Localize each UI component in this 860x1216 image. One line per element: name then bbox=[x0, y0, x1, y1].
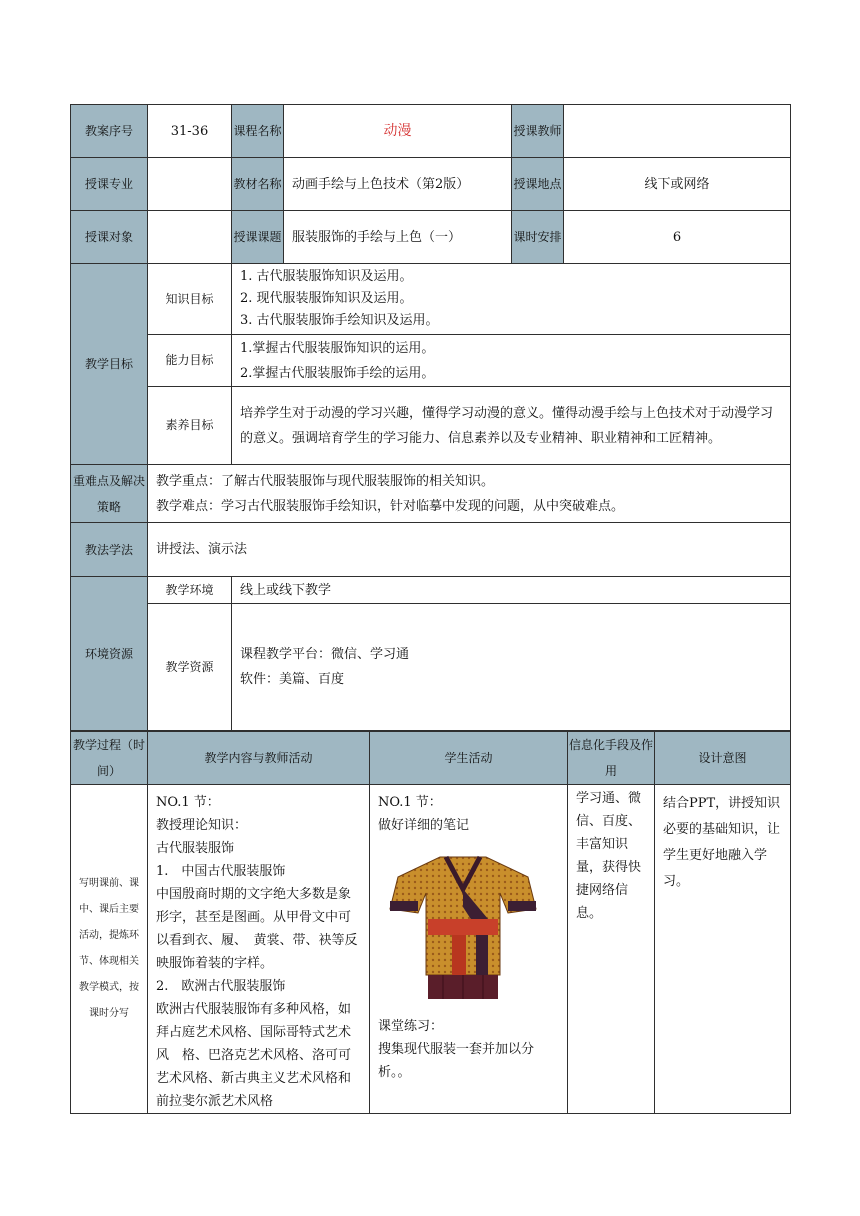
ability-goal-item: 2.掌握古代服装服饰手绘的运用。 bbox=[240, 365, 435, 381]
design-line: 结合PPT，讲授知识 bbox=[663, 796, 781, 811]
teacher-label: 授课教师 bbox=[512, 105, 564, 158]
keypoints-text bbox=[148, 465, 791, 523]
lesson-no-value: 31-36 bbox=[148, 105, 232, 158]
lesson-plan-sheet bbox=[70, 104, 790, 1114]
process-content-header: 教学内容与教师活动 bbox=[148, 732, 370, 785]
textbook-label: 教材名称 bbox=[232, 158, 284, 211]
lesson-no-label: 教案序号 bbox=[71, 105, 148, 158]
student-activity bbox=[370, 785, 568, 1114]
course-name-value: 动漫 bbox=[284, 105, 512, 158]
major-label: 授课专业 bbox=[71, 158, 148, 211]
design-intent bbox=[655, 785, 791, 1114]
content-line: 古代服装服饰 bbox=[156, 841, 235, 856]
key-difficulty: 教学难点：学习古代服装服饰手绘知识，针对临摹中发现的问题，从中突破难点。 bbox=[156, 498, 625, 514]
textbook-value: 动画手绘与上色技术（第2版） bbox=[284, 158, 512, 211]
env-label: 教学环境 bbox=[148, 577, 232, 604]
student-line: 搜集现代服装一套并加以分析。。 bbox=[378, 1042, 535, 1080]
knowledge-goal-item: 2. 现代服装服饰知识及运用。 bbox=[240, 291, 413, 306]
location-value: 线下或网络 bbox=[564, 158, 791, 211]
knowledge-goal-label: 知识目标 bbox=[148, 264, 232, 335]
design-line: 必要的基础知识，让学生更好地融入学习。 bbox=[663, 822, 781, 889]
content-line: 教授理论知识： bbox=[156, 818, 248, 833]
knowledge-goal-list bbox=[232, 264, 791, 335]
course-name-label: 课程名称 bbox=[232, 105, 284, 158]
resource-item: 课程教学平台：微信、学习通 bbox=[240, 647, 410, 662]
student-line: 做好详细的笔记 bbox=[378, 818, 470, 833]
resources-label: 教学资源 bbox=[148, 604, 232, 731]
location-label: 授课地点 bbox=[512, 158, 564, 211]
hours-label: 课时安排 bbox=[512, 211, 564, 264]
topic-label: 授课课题 bbox=[232, 211, 284, 264]
student-line: NO.1 节： bbox=[378, 795, 442, 810]
resource-item: 软件：美篇、百度 bbox=[240, 672, 345, 687]
topic-value: 服装服饰的手绘与上色（一） bbox=[284, 211, 512, 264]
teacher-value bbox=[564, 105, 791, 158]
content-line: 欧洲古代服装服饰有多种风格，如拜占庭艺术风格、国际哥特式艺术风 格、巴洛克艺术风格、洛可可艺术风格、新古典主义艺术风格和前拉斐尔派艺术风格 bbox=[156, 1002, 352, 1109]
key-focus: 教学重点：了解古代服装服饰与现代服装服饰的相关知识。 bbox=[156, 473, 495, 489]
process-note: 写明课前、课中、课后主要活动，提炼环节、体现相关教学模式，按课时分写 bbox=[71, 785, 148, 1114]
process-info-header: 信息化手段及作用 bbox=[568, 732, 655, 785]
ability-goal-item: 1.掌握古代服装服饰知识的运用。 bbox=[240, 340, 435, 356]
process-table bbox=[70, 731, 791, 1114]
process-time-header: 教学过程（时间） bbox=[71, 732, 148, 785]
student-line: 课堂练习： bbox=[378, 1019, 444, 1034]
info-table bbox=[70, 104, 791, 731]
content-line: 1. 中国古代服装服饰 bbox=[156, 864, 286, 879]
process-design-header: 设计意图 bbox=[655, 732, 791, 785]
env-value: 线上或线下教学 bbox=[232, 577, 791, 604]
audience-value bbox=[148, 211, 232, 264]
ancient-robe-image bbox=[388, 849, 538, 1001]
knowledge-goal-item: 3. 古代服装服饰手绘知识及运用。 bbox=[240, 313, 439, 328]
methods-label: 教法学法 bbox=[71, 523, 148, 577]
ability-goal-list bbox=[232, 335, 791, 387]
audience-label: 授课对象 bbox=[71, 211, 148, 264]
content-line: 中国殷商时期的文字绝大多数是象形字，甚至是图画。从甲骨文中可以看到衣、履、 黄裳、带、袂等反映服饰着装的字样。 bbox=[156, 887, 358, 971]
process-student-header: 学生活动 bbox=[370, 732, 568, 785]
content-line: NO.1 节： bbox=[156, 795, 220, 810]
resources-list bbox=[232, 604, 791, 731]
hours-value: 6 bbox=[564, 211, 791, 264]
quality-goal-label: 素养目标 bbox=[148, 387, 232, 465]
teacher-content bbox=[148, 785, 370, 1114]
keypoints-label: 重难点及解决策略 bbox=[71, 465, 148, 523]
knowledge-goal-item: 1. 古代服装服饰知识及运用。 bbox=[240, 269, 413, 284]
quality-goal-text: 培养学生对于动漫的学习兴趣，懂得学习动漫的意义。懂得动漫手绘与上色技术对于动漫学习的意义。强调培育学生的学习能力、信息素养以及专业精神、职业精神和工匠精神。 bbox=[232, 387, 791, 465]
methods-value: 讲授法、演示法 bbox=[148, 523, 791, 577]
content-line: 2. 欧洲古代服装服饰 bbox=[156, 979, 286, 994]
info-means: 学习通、微信、百度、丰富知识量，获得快捷网络信息。 bbox=[568, 785, 655, 1114]
goals-label: 教学目标 bbox=[71, 264, 148, 465]
major-value bbox=[148, 158, 232, 211]
environment-label: 环境资源 bbox=[71, 577, 148, 731]
ability-goal-label: 能力目标 bbox=[148, 335, 232, 387]
